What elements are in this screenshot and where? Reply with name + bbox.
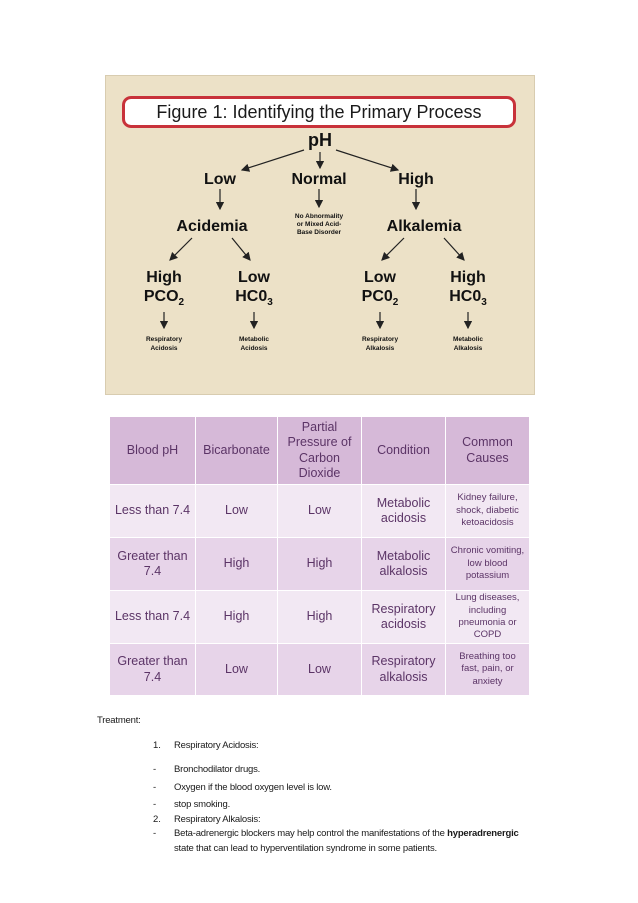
cell-bicarbonate: Low — [196, 644, 278, 696]
bullet-stop-smoking: stop smoking. — [174, 799, 231, 810]
cell-causes: Chronic vomiting, low blood potassium — [446, 538, 530, 591]
outcome-2-line-1: Metabolic — [239, 336, 269, 343]
header-pco2: Partial Pressure of Carbon Dioxide — [278, 417, 362, 485]
bullet-bronchodilator: Bronchodilator drugs. — [174, 764, 261, 775]
arrow-acidemia-right — [232, 238, 250, 260]
arrow-acidemia-left — [170, 238, 192, 260]
header-condition: Condition — [362, 417, 446, 485]
cell-pco2: Low — [278, 485, 362, 538]
arrow-alkalemia-right — [444, 238, 464, 260]
header-blood-ph: Blood pH — [110, 417, 196, 485]
bullet-oxygen: Oxygen if the blood oxygen level is low. — [174, 782, 332, 793]
item-respiratory-acidosis: Respiratory Acidosis: — [174, 740, 259, 751]
node-low: Low — [204, 171, 236, 188]
figure-1-image — [105, 75, 535, 395]
cell-bicarbonate: High — [196, 591, 278, 644]
beta-blockers-continuation: state that can lead to hyperventilation syndrome in some patients. — [174, 843, 437, 854]
outcome-2-line-2: Acidosis — [240, 345, 268, 352]
cell-blood-ph: Greater than 7.4 — [110, 538, 196, 591]
leaf-hco3-b: $HC0_3$ — [449, 288, 487, 308]
header-common-causes: Common Causes — [446, 417, 530, 485]
node-normal: Normal — [291, 171, 347, 188]
table-row — [110, 538, 530, 591]
header-bicarbonate: Bicarbonate — [196, 417, 278, 485]
normal-note-line-3: Base Disorder — [296, 229, 342, 236]
leaf-pco2-a: $PCO_2$ — [143, 288, 185, 308]
list-number-1: 1. — [153, 740, 161, 751]
flowchart — [106, 76, 534, 394]
bullet-dash: - — [153, 764, 157, 775]
item-respiratory-alkalosis: Respiratory Alkalosis: — [174, 814, 261, 825]
cell-causes: Lung diseases, including pneumonia or COPD — [446, 591, 530, 644]
bullet-dash: - — [153, 782, 157, 793]
cell-condition: Respiratory alkalosis — [362, 644, 446, 696]
figure-title: Figure 1: Identifying the Primary Process — [156, 101, 482, 122]
cell-blood-ph: Less than 7.4 — [110, 485, 196, 538]
cell-pco2: High — [278, 538, 362, 591]
node-high: High — [398, 171, 434, 188]
cell-condition: Metabolic alkalosis — [362, 538, 446, 591]
bullet-dash: - — [153, 828, 157, 839]
beta-blockers-text: Beta-adrenergic blockers may help control the manifestations of the — [174, 828, 448, 839]
table-row — [110, 485, 530, 538]
acid-base-table — [109, 416, 530, 696]
arrow-alkalemia-left — [382, 238, 404, 260]
cell-condition: Respiratory acidosis — [362, 591, 446, 644]
table-header-row — [110, 417, 530, 485]
arrow-ph-low — [242, 150, 304, 170]
leaf-pco2-b: $PC0_2$ — [361, 288, 399, 308]
outcome-1-line-2: Acidosis — [150, 345, 178, 352]
leaf-hco3-a: $HC0_3$ — [235, 288, 273, 308]
cell-causes: Kidney failure, shock, diabetic ketoacidosis — [446, 485, 530, 538]
node-acidemia: Acidemia — [176, 218, 248, 235]
bullet-beta-blockers — [174, 828, 519, 839]
outcome-4-line-1: Metabolic — [453, 336, 483, 343]
outcome-4-line-2: Alkalosis — [453, 345, 483, 352]
cell-pco2: High — [278, 591, 362, 644]
cell-causes: Breathing too fast, pain, or anxiety — [446, 644, 530, 696]
cell-blood-ph: Less than 7.4 — [110, 591, 196, 644]
cell-pco2: Low — [278, 644, 362, 696]
leaf-low-2: Low — [364, 269, 396, 286]
normal-note-line-2: or Mixed Acid- — [296, 221, 342, 228]
leaf-high-1: High — [146, 269, 182, 286]
leaf-low-1: Low — [238, 269, 270, 286]
node-alkalemia: Alkalemia — [386, 218, 462, 235]
outcome-3-line-1: Respiratory — [361, 336, 399, 343]
cell-bicarbonate: High — [196, 538, 278, 591]
node-ph: pH — [308, 130, 332, 150]
leaf-high-2: High — [450, 269, 486, 286]
arrow-ph-high — [336, 150, 398, 170]
outcome-1-line-1: Respiratory — [145, 336, 183, 343]
cell-blood-ph: Greater than 7.4 — [110, 644, 196, 696]
treatment-heading: Treatment: — [97, 715, 141, 726]
table-row — [110, 644, 530, 696]
hyperadrenergic-term: hyperadrenergic — [447, 828, 519, 839]
list-number-2: 2. — [153, 814, 161, 825]
bullet-dash: - — [153, 799, 157, 810]
normal-note-line-1: No Abnormality — [294, 213, 344, 220]
table-row — [110, 591, 530, 644]
cell-condition: Metabolic acidosis — [362, 485, 446, 538]
cell-bicarbonate: Low — [196, 485, 278, 538]
outcome-3-line-2: Alkalosis — [365, 345, 395, 352]
